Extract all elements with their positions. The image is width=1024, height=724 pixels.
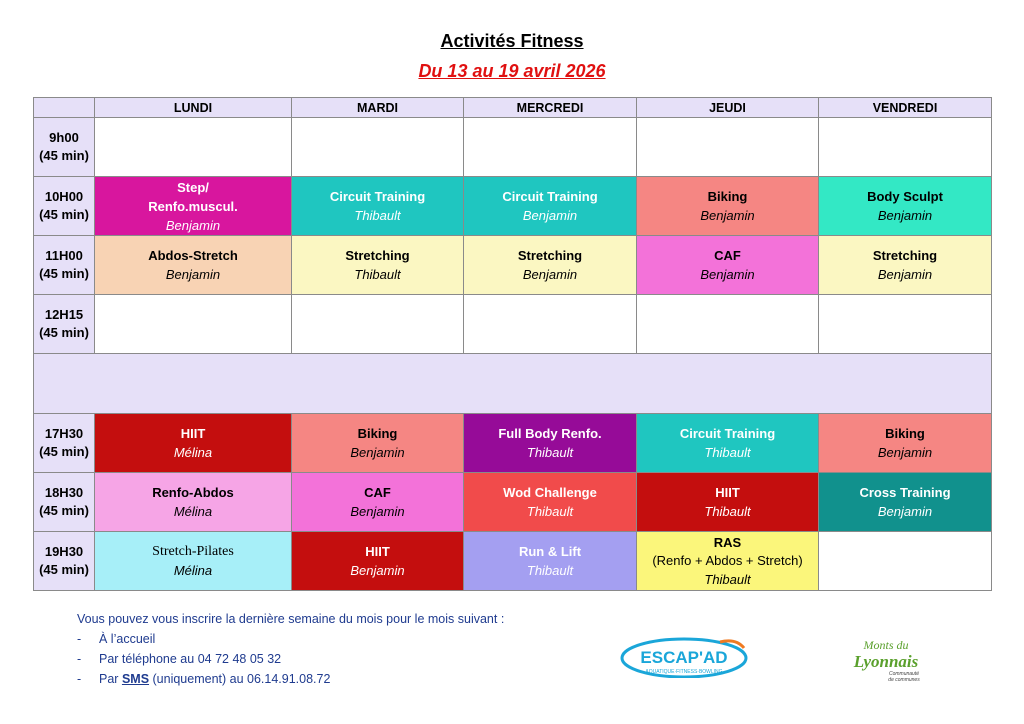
activity-cell — [819, 473, 992, 532]
activity-name: Circuit Training — [679, 426, 776, 441]
activity-name: Body Sculpt — [867, 189, 943, 204]
coach-name: Thibault — [704, 504, 751, 519]
time-cell — [34, 177, 95, 236]
activity-name: HIIT — [715, 485, 740, 500]
coach-name: Thibault — [526, 563, 574, 578]
time-label: 11H00 — [45, 248, 83, 263]
coach-name: Thibault — [526, 445, 574, 460]
activity-detail: (Renfo + Abdos + Stretch) — [652, 553, 803, 568]
activity-name: RAS — [713, 535, 742, 550]
monts-du-lyonnais-logo — [846, 635, 932, 685]
coach-name: Benjamin — [700, 208, 755, 223]
break-cell — [34, 354, 992, 414]
coach-name: Benjamin — [877, 445, 933, 460]
corner-cell — [34, 98, 95, 118]
activity-cell — [464, 414, 637, 473]
day-header-row — [34, 98, 992, 118]
schedule-body — [34, 118, 992, 591]
time-slot-row — [34, 473, 992, 532]
registration-info — [77, 609, 504, 689]
time-label: 12H15 — [44, 307, 84, 322]
activity-cell — [637, 177, 819, 236]
escapad-logo-tagline: AQUATIQUE·FITNESS·BOWLING — [645, 669, 723, 675]
escapad-logo — [620, 636, 748, 678]
activity-cell — [464, 177, 637, 236]
activity-name: Run & Lift — [518, 544, 582, 559]
coach-name: Benjamin — [877, 504, 933, 519]
activity-cell — [819, 177, 992, 236]
coach-name: Benjamin — [350, 445, 405, 460]
activity-name: Circuit Training — [502, 189, 598, 204]
coach-name: Thibault — [354, 267, 401, 282]
activity-cell — [637, 473, 819, 532]
schedule-table — [33, 97, 992, 591]
coach-name: Benjamin — [700, 267, 755, 282]
monts-logo-sub2: de communes — [888, 677, 920, 683]
time-slot-row — [34, 177, 992, 236]
coach-name: Benjamin — [350, 563, 405, 578]
empty-cell — [819, 295, 992, 354]
time-cell — [34, 295, 95, 354]
activity-cell — [292, 236, 464, 295]
activity-cell — [95, 532, 292, 591]
escapad-logo-text: ESCAP'AD — [640, 648, 728, 667]
activity-name: Wod Challenge — [503, 485, 597, 500]
empty-cell — [819, 532, 992, 591]
coach-name: Benjamin — [877, 208, 933, 223]
activity-name: CAF — [364, 485, 391, 500]
time-label: 10H00 — [44, 189, 84, 204]
coach-name: Mélina — [173, 445, 213, 460]
activity-name: Step/ — [177, 179, 209, 195]
activity-cell — [292, 532, 464, 591]
info-item: - Par SMS (uniquement) au 06.14.91.08.72 — [77, 672, 331, 686]
monts-logo-sub1: Communauté — [888, 671, 920, 677]
info-intro: Vous pouvez vous inscrire la dernière semaine du mois pour le mois suivant : — [77, 612, 505, 626]
coach-name: Mélina — [173, 563, 213, 578]
empty-cell — [464, 295, 637, 354]
coach-name: Thibault — [354, 208, 401, 223]
day-header: MARDI — [292, 98, 464, 118]
page-subtitle: Du 13 au 19 avril 2026 — [418, 61, 606, 81]
duration-label: (45 min) — [39, 207, 89, 222]
coach-name: Thibault — [704, 445, 751, 460]
activity-cell — [464, 473, 637, 532]
activity-detail: Renfo.muscul. — [148, 198, 238, 214]
activity-name: HIIT — [365, 544, 390, 559]
activity-name: Circuit Training — [329, 189, 426, 204]
activity-name: Stretching — [872, 248, 938, 263]
activity-cell — [819, 236, 992, 295]
empty-cell — [292, 295, 464, 354]
coach-name: Thibault — [704, 572, 751, 587]
activity-cell — [292, 177, 464, 236]
coach-name: Benjamin — [522, 267, 578, 282]
time-slot-row — [34, 295, 992, 354]
activity-name: Cross Training — [859, 485, 951, 500]
activity-cell — [819, 414, 992, 473]
activity-name: CAF — [714, 248, 741, 263]
empty-cell — [819, 118, 992, 177]
monts-logo-top: Monts du — [863, 638, 909, 652]
activity-cell — [464, 236, 637, 295]
activity-cell — [95, 473, 292, 532]
activity-name: Stretching — [517, 248, 583, 263]
coach-name: Benjamin — [350, 504, 405, 519]
activity-name: Biking — [357, 426, 398, 441]
empty-cell — [464, 118, 637, 177]
time-cell — [34, 118, 95, 177]
empty-cell — [637, 295, 819, 354]
activity-cell — [637, 236, 819, 295]
activity-cell — [95, 414, 292, 473]
coach-name: Benjamin — [165, 267, 221, 282]
activity-cell — [637, 532, 819, 591]
coach-name: Benjamin — [522, 208, 578, 223]
time-label: 9h00 — [49, 130, 79, 145]
info-text: Par téléphone au 04 72 48 05 32 — [99, 652, 282, 666]
activity-name: Stretching — [345, 248, 410, 263]
time-slot-row — [34, 236, 992, 295]
duration-label: (45 min) — [39, 325, 89, 340]
coach-name: Benjamin — [877, 267, 933, 282]
day-header: MERCREDI — [464, 98, 637, 118]
activity-cell — [292, 473, 464, 532]
time-label: 17H30 — [44, 426, 84, 441]
activity-cell — [292, 414, 464, 473]
time-cell — [34, 473, 95, 532]
time-slot-row — [34, 532, 992, 591]
duration-label: (45 min) — [39, 148, 89, 163]
time-cell — [34, 532, 95, 591]
activity-name: HIIT — [180, 426, 206, 441]
info-item: - À l’accueil — [77, 632, 156, 646]
time-slot-row — [34, 414, 992, 473]
empty-cell — [95, 295, 292, 354]
coach-name: Mélina — [173, 504, 213, 519]
empty-cell — [292, 118, 464, 177]
break-row — [34, 354, 992, 414]
empty-cell — [95, 118, 292, 177]
time-label: 18H30 — [44, 485, 84, 500]
duration-label: (45 min) — [39, 503, 89, 518]
sms-link[interactable]: SMS — [121, 672, 150, 686]
coach-name: Thibault — [526, 504, 574, 519]
page-title: Activités Fitness — [440, 31, 584, 51]
time-cell — [34, 236, 95, 295]
activity-name: Biking — [885, 426, 925, 441]
duration-label: (45 min) — [39, 444, 89, 459]
activity-cell — [95, 177, 292, 236]
empty-cell — [637, 118, 819, 177]
monts-logo-main: Lyonnais — [853, 652, 919, 671]
activity-cell — [464, 532, 637, 591]
activity-name: Biking — [707, 189, 748, 204]
coach-name: Benjamin — [165, 217, 221, 233]
activity-name: Renfo-Abdos — [152, 485, 234, 500]
info-list — [77, 629, 504, 689]
info-text: À l’accueil — [99, 632, 156, 646]
day-header: VENDREDI — [819, 98, 992, 118]
duration-label: (45 min) — [39, 562, 89, 577]
time-label: 19H30 — [44, 544, 84, 559]
day-header: JEUDI — [637, 98, 819, 118]
activity-name: Full Body Renfo. — [498, 426, 602, 441]
activity-name: Stretch-Pilates — [152, 544, 234, 559]
info-item: - Par téléphone au 04 72 48 05 32 — [77, 652, 282, 666]
time-slot-row — [34, 118, 992, 177]
day-header: LUNDI — [95, 98, 292, 118]
time-cell — [34, 414, 95, 473]
duration-label: (45 min) — [39, 266, 89, 281]
activity-cell — [637, 414, 819, 473]
activity-name: Abdos-Stretch — [148, 248, 238, 263]
activity-cell — [95, 236, 292, 295]
